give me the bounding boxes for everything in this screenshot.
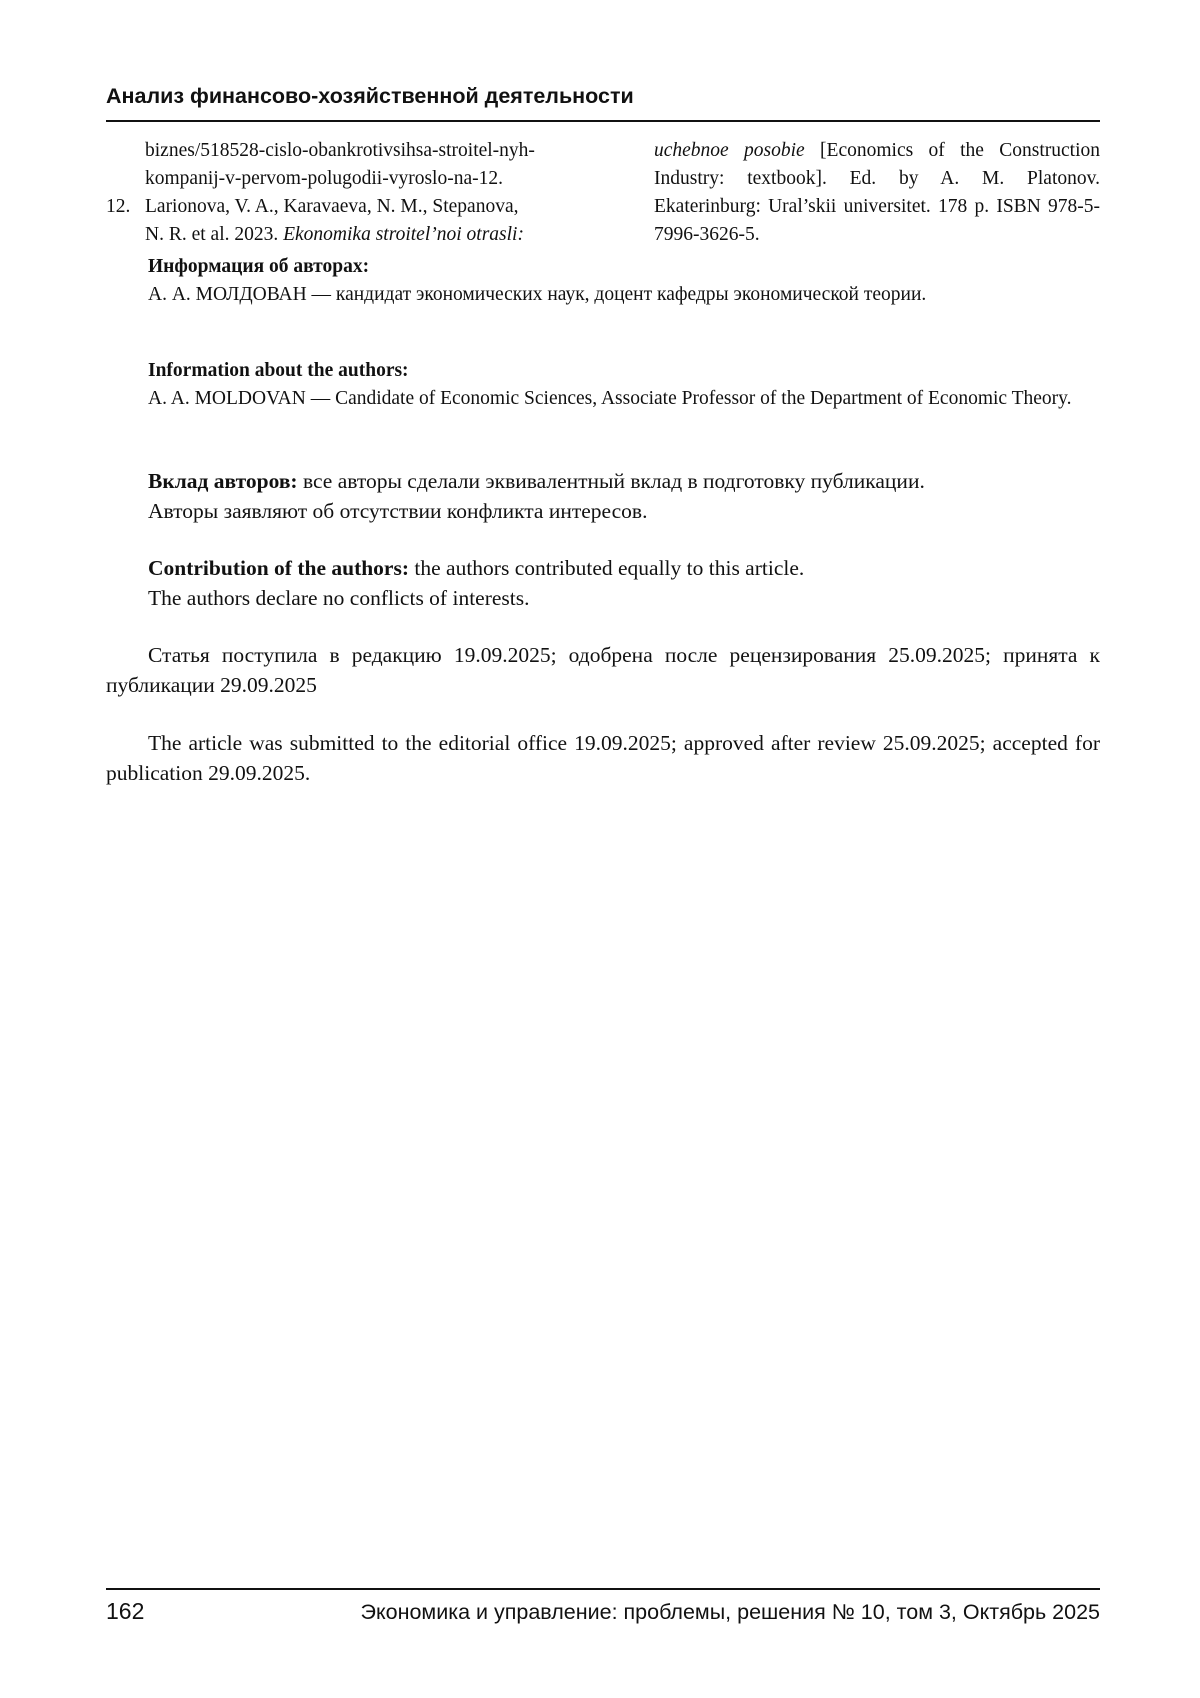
- contribution-en: [106, 553, 1100, 613]
- authors-info-en: [106, 357, 1100, 413]
- references-right-column: [654, 137, 1100, 249]
- reference-12-title-italic-cont: uchebnoe posobie: [654, 140, 805, 161]
- running-header-title: Анализ финансово-хозяйственной деятельности: [106, 84, 634, 108]
- contribution-ru-line: [106, 466, 1100, 496]
- authors-info-ru-heading: Информация об авторах:: [148, 256, 370, 277]
- reference-12-authors: Larionova, V. A., Karavaeva, N. M., Stepanova,: [145, 196, 519, 217]
- reference-12-line-1: [106, 193, 592, 221]
- footer-rule: [106, 1588, 1100, 1590]
- contribution-en-line: [106, 553, 1100, 583]
- reference-11-continuation-line-1: biznes/518528-cislo-obankrotivsihsa-stroitel-nyh-: [145, 140, 535, 161]
- authors-info-en-text: A. A. MOLDOVAN — Candidate of Economic Sciences, Associate Professor of the Department of Economic Theory.: [148, 388, 1072, 409]
- reference-12-year: N. R. et al. 2023.: [145, 224, 284, 245]
- reference-12-title-italic: Ekonomika stroitel’noi otrasli:: [283, 224, 524, 245]
- reference-11-continuation-line-2: kompanij-v-pervom-polugodii-vyroslo-na-12.: [145, 168, 503, 189]
- authors-info-ru: [106, 253, 1100, 309]
- article-dates-en: The article was submitted to the editorial office 19.09.2025; approved after review 25.09.2025; accepted for publication 29.09.2025.: [106, 731, 1100, 785]
- journal-citation: Экономика и управление: проблемы, решения № 10, том 3, Октябрь 2025: [360, 1600, 1100, 1624]
- authors-info-ru-text: А. А. МОЛДОВАН — кандидат экономических наук, доцент кафедры экономической теории.: [148, 284, 927, 305]
- contribution-ru: [106, 466, 1100, 526]
- conflict-ru-text: Авторы заявляют об отсутствии конфликта интересов.: [148, 499, 648, 523]
- authors-info-en-heading: Information about the authors:: [148, 360, 409, 381]
- article-dates-ru: Статья поступила в редакцию 19.09.2025; одобрена после рецензирования 25.09.2025; принята к публикации 29.09.2025: [106, 643, 1100, 697]
- page-number: 162: [106, 1598, 145, 1624]
- contribution-ru-label: Вклад авторов:: [148, 469, 298, 493]
- header-rule: [106, 120, 1100, 122]
- conflict-en-text: The authors declare no conflicts of interests.: [148, 586, 530, 610]
- reference-12-details: [Economics of the Construction Industry: textbook]. Ed. by A. M. Platonov. Ekaterinburg: Ural’skii universitet. 178 p. ISBN 978-5-7996-3626-5.: [654, 140, 1100, 245]
- reference-12-line-2: [106, 221, 592, 249]
- reference-12-number: 12.: [106, 196, 131, 217]
- contribution-ru-text: все авторы сделали эквивалентный вклад в подготовку публикации.: [297, 469, 925, 493]
- references-left-column: [106, 137, 592, 249]
- contribution-en-text: the authors contributed equally to this article.: [409, 556, 805, 580]
- contribution-en-label: Contribution of the authors:: [148, 556, 410, 580]
